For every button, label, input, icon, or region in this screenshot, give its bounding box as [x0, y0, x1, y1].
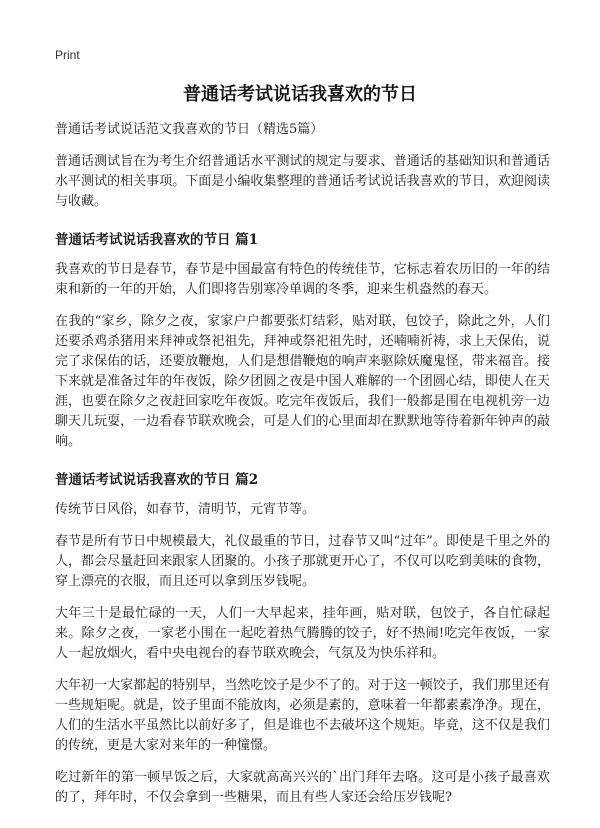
- document-subtitle: 普通话考试说话范文我喜欢的节日（精选5篇）: [55, 122, 324, 137]
- section-paragraph: 春节是所有节日中规模最大，礼仪最重的节日，过春节又叫“过年”。即使是千里之外的人，都会尽量赶回来跟家人团聚的。小孩子那就更开心了，不仅可以吃到美味的食物，穿上漂亮的衣服，而且还可以拿到压岁钱呢。: [55, 534, 550, 589]
- section-paragraph: 在我的“家乡，除夕之夜，家家户户都要张灯结彩，贴对联，包饺子，除此之外，人们还要杀鸡杀猪用来拜神或祭祀祖先，拜神或祭祀祖先时，还喃喃祈祷，求上天保佑，说完了求保佑的话，还要放鞭炮，人们是想借鞭炮的响声来驱除妖魔鬼怪，带来福音。接下来就是准备过年的年夜饭，除夕团圆之夜是中国人难解的一个团圆心结，即使人在天涯，也要在除夕之夜赶回家吃年夜饭。吃完年夜饭后，我们一般都是围在电视机旁一边聊天儿玩耍，一边看春节联欢晚会，可是人们的心里面却在默默地等待着新年钟声的敲响。: [55, 314, 550, 449]
- section-2: [55, 470, 550, 808]
- document-body: [55, 120, 550, 820]
- section-paragraph: 大年初一大家都起的特别早，当然吃饺子是少不了的。对于这一顿饺子，我们那里还有一些规矩呢。就是，饺子里面不能放肉，必须是素的，意味着一年都素素净净。现在，人们的生活水平虽然比以前好多了，但是谁也不去破坏这个规矩。毕竟，这不仅是我们的传统，更是大家对来年的一种憧憬。: [55, 678, 550, 753]
- section-paragraph: 传统节日风俗，如春节，清明节，元宵节等。: [55, 502, 316, 517]
- print-link[interactable]: Print: [55, 48, 80, 62]
- intro-paragraph: 普通话测试旨在为考生介绍普通话水平测试的规定与要求、普通话的基础知识和普通话水平测试的相关事项。下面是小编收集整理的普通话考试说话我喜欢的节日，欢迎阅读与收藏。: [55, 154, 550, 209]
- section-heading: 普通话考试说话我喜欢的节日 篇1: [55, 232, 259, 248]
- section-paragraph: 我喜欢的节日是春节，春节是中国最富有特色的传统佳节，它标志着农历旧的一年的结束和新的一年的开始，人们即将告别寒冷单调的冬季，迎来生机盎然的春天。: [55, 262, 550, 297]
- document-title: 普通话考试说话我喜欢的节日: [183, 84, 417, 105]
- section-1: [55, 230, 550, 452]
- section-heading: 普通话考试说话我喜欢的节日 篇2: [55, 472, 259, 488]
- section-paragraph: 大年三十是最忙碌的一天，人们一大早起来，挂年画，贴对联，包饺子，各自忙碌起来。除夕之夜，一家老小围在一起吃着热气腾腾的饺子，好不热闹!吃完年夜饭，一家人一起放烟火，看中央电视台的春节联欢晚会，气氛及为快乐祥和。: [55, 606, 550, 661]
- section-paragraph: 吃过新年的第一顿早饭之后，大家就高高兴兴的`出门拜年去咯。这可是小孩子最喜欢的了，拜年时，不仅会拿到一些糖果，而且有些人家还会给压岁钱呢?: [55, 770, 550, 805]
